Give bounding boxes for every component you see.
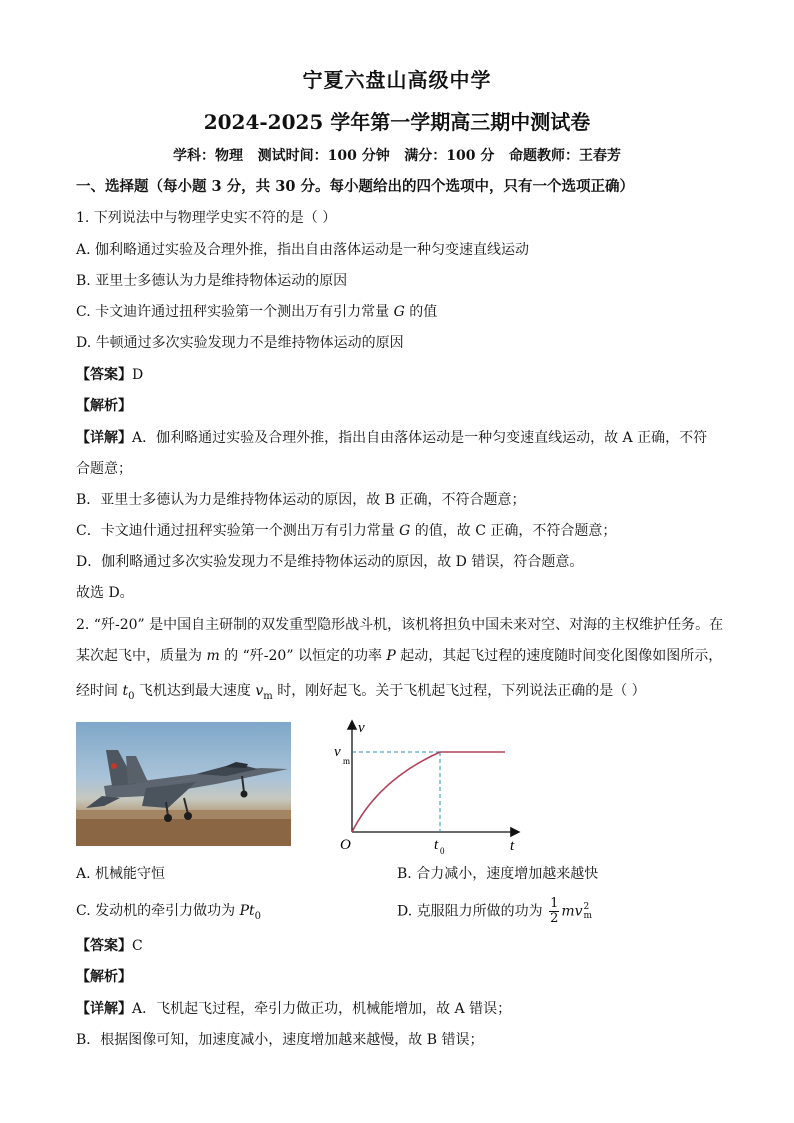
q1-answer <box>76 365 716 385</box>
origin-label: O <box>340 837 351 853</box>
q1-detail-a-text: A．伽利略通过实验及合理外推，指出自由落体运动是一种匀变速直线运动，故 A 正确，不符 <box>132 430 708 446</box>
q1-option-a: A. 伽利略通过实验及合理外推，指出自由落体运动是一种匀变速直线运动 <box>76 242 530 258</box>
vm-label: v <box>334 744 341 760</box>
detail-tag: 【详解】 <box>76 430 132 446</box>
velocity-time-graph <box>330 712 540 857</box>
q2-option-a: A. 机械能守恒 <box>76 866 166 882</box>
q2-stem-line3 <box>76 681 716 707</box>
t0-label: t <box>434 837 439 853</box>
q2-option-b: B. 合力减小，速度增加越来越快 <box>397 866 599 882</box>
q1-option-c-tail: 的值 <box>404 304 438 320</box>
fraction-numerator: 1 <box>550 896 559 911</box>
q1-detail-a <box>76 428 716 448</box>
q1-option-b: B. 亚里士多德认为力是维持物体运动的原因 <box>76 273 348 289</box>
section-heading: 一、选择题（每小题 3 分，共 30 分。每小题给出的四个选项中，只有一个选项正确） <box>76 178 634 195</box>
q2-detail-a <box>76 999 716 1019</box>
q1-conclusion: 故选 D。 <box>76 585 134 601</box>
q1-detail-b: B．亚里士多德认为力是维持物体运动的原因，故 B 正确，不符合题意； <box>76 492 526 508</box>
q2-stem-text: 起动，其起飞过程的速度随时间变化图像如图所示， <box>395 648 723 664</box>
school-name: 宁夏六盘山高级中学 <box>302 68 492 92</box>
q2-var-p: P <box>386 648 396 664</box>
x-axis-label: t <box>510 838 515 854</box>
q1-detail-c <box>76 521 716 541</box>
q1-detail-a-cont: 合题意； <box>76 461 132 477</box>
q2-var-m: m <box>206 648 220 664</box>
q2-stem-text: 某次起飞中，质量为 <box>76 648 207 664</box>
q1-detail-c-var: G <box>399 523 411 539</box>
q2-analysis-tag: 【解析】 <box>76 969 132 985</box>
q2-option-d-text: D. 克服阻力所做的功为 <box>397 903 548 920</box>
fraction-denominator: 2 <box>550 911 559 926</box>
q2-answer <box>76 936 716 956</box>
q2-option-d-sub: m <box>583 910 593 921</box>
velocity-curve <box>352 752 505 832</box>
vm-label-sub: m <box>343 756 351 766</box>
q2-detail-a-text: A．飞机起飞过程，牵引力做正功，机械能增加，故 A 错误； <box>132 1001 512 1017</box>
exam-info: 学科：物理 测试时间：100 分钟 满分：100 分 命题教师：王春芳 <box>172 148 622 164</box>
answer-tag: 【答案】 <box>76 367 132 383</box>
q2-stem-text: 经时间 <box>76 683 123 699</box>
q2-detail-b: B．根据图像可知，加速度减小，速度增加越来越慢，故 B 错误； <box>76 1032 484 1048</box>
q2-option-d-sup: 2 <box>583 901 590 912</box>
fighter-jet-photo <box>76 722 291 846</box>
q1-option-c-text: C. 卡文迪许通过扭秤实验第一个测出万有引力常量 <box>76 304 394 320</box>
q2-option-c-var: Pt <box>239 903 255 919</box>
q2-stem-line2 <box>76 646 723 666</box>
q2-var-t: t <box>122 683 129 699</box>
q2-option-c-text: C. 发动机的牵引力做功为 <box>76 903 240 919</box>
q1-detail-c-tail: 的值，故 C 正确，不符合题意； <box>410 523 617 539</box>
answer-tag: 【答案】 <box>76 938 132 954</box>
q2-option-d-scripts <box>584 903 593 921</box>
q1-stem: 1. 下列说法中与物理学史实不符的是（ ） <box>76 210 337 226</box>
q1-option-c <box>76 302 716 322</box>
detail-tag: 【详解】 <box>76 1001 132 1017</box>
q1-option-d: D. 牛顿通过多次实验发现力不是维持物体运动的原因 <box>76 335 404 351</box>
q1-option-c-var: G <box>393 304 405 320</box>
fighter-jet-illustration <box>76 722 291 846</box>
q2-option-c <box>76 901 261 927</box>
q2-var-v-sub: m <box>263 690 273 702</box>
q2-var-v: v <box>255 683 264 699</box>
fraction <box>549 897 559 926</box>
t0-label-sub: 0 <box>440 846 445 856</box>
q2-var-t-sub: 0 <box>128 690 135 702</box>
q2-stem-line1: 2. “歼-20” 是中国自主研制的双发重型隐形战斗机，该机将担负中国未来对空、对海的主权维护任务。在 <box>76 617 724 633</box>
q2-option-c-sub: 0 <box>254 910 261 922</box>
q2-answer-value: C <box>132 938 143 954</box>
q2-stem-text: 时，刚好起飞。关于飞机起飞过程，下列说法正确的是（ ） <box>272 683 646 699</box>
q2-stem-text: 的 “歼-20” 以恒定的功率 <box>219 648 387 664</box>
q1-detail-c-text: C．卡文迪什通过扭秤实验第一个测出万有引力常量 <box>76 523 400 539</box>
q2-option-d <box>397 897 592 926</box>
q1-analysis-tag: 【解析】 <box>76 398 132 414</box>
q1-detail-d: D．伽利略通过多次实验发现力不是维持物体运动的原因，故 D 错误，符合题意。 <box>76 554 584 570</box>
y-axis-label: v <box>358 720 365 736</box>
q1-answer-value: D <box>132 367 144 383</box>
exam-title: 2024-2025 学年第一学期高三期中测试卷 <box>203 110 591 134</box>
q2-stem-text: 飞机达到最大速度 <box>134 683 256 699</box>
q2-option-d-var: mv <box>561 903 583 920</box>
